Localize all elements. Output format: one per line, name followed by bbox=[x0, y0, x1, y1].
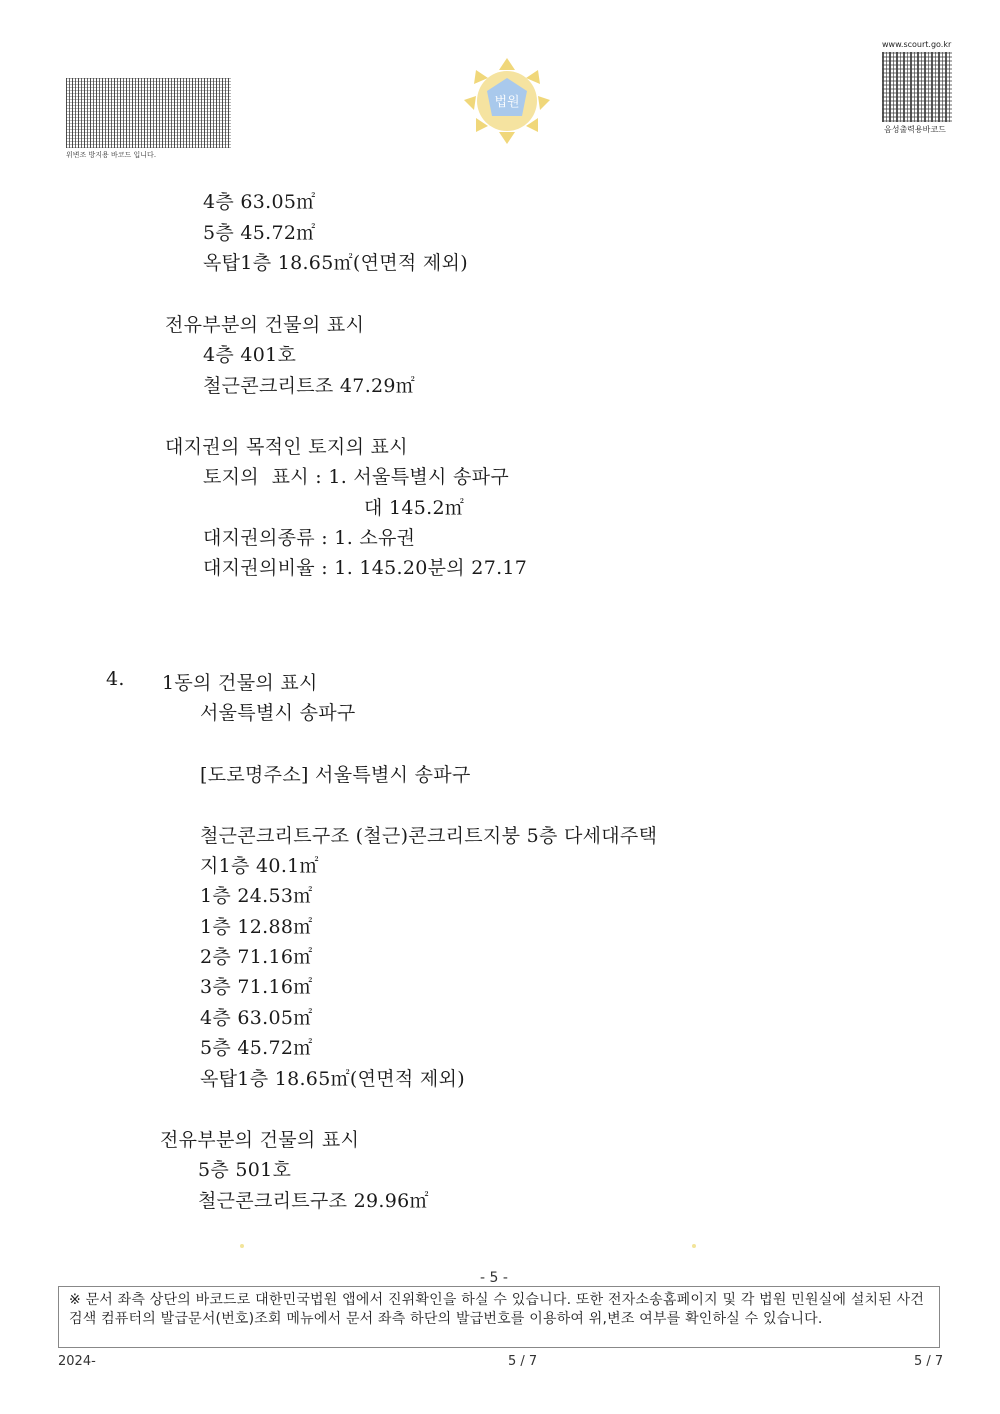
exclusive-structure: 철근콘크리트조 47.29㎡ bbox=[203, 375, 416, 397]
anti-forgery-barcode bbox=[66, 78, 231, 148]
exclusive-part-title: 전유부분의 건물의 표시 bbox=[165, 314, 365, 336]
issue-number: 2024- bbox=[58, 1354, 96, 1369]
floor-line: 3층 71.16㎡ bbox=[200, 976, 313, 998]
floor-line: 지1층 40.1㎡ bbox=[200, 855, 319, 877]
exclusive-structure: 철근콘크리트구조 29.96㎡ bbox=[198, 1190, 429, 1212]
barcode-caption: 위변조 방지용 바코드 입니다. bbox=[66, 151, 157, 159]
floor-line: 1층 24.53㎡ bbox=[200, 885, 313, 907]
qr-url: www.scourt.go.kr bbox=[882, 40, 952, 49]
floor-line: 1층 12.88㎡ bbox=[200, 916, 313, 938]
floor-line: 4층 63.05㎡ bbox=[200, 1007, 313, 1029]
floor-line: 옥탑1층 18.65㎡(연면적 제외) bbox=[203, 252, 468, 274]
verification-notice: ※ 문서 좌측 상단의 바코드로 대한민국법원 앱에서 진위확인을 하실 수 있습니다. 또한 전자소송홈페이지 및 각 법원 민원실에 설치된 사건검색 컴퓨터의 발급문서(번호)조회 메뉴에서 문서 좌측 하단의 발급번호를 이용하여 위,변조 여부를 확인하실 수 있습니다. bbox=[58, 1286, 940, 1348]
court-seal-logo bbox=[460, 56, 554, 146]
land-right-title: 대지권의 목적인 토지의 표시 bbox=[165, 436, 408, 458]
page-indicator-right: 5 / 7 bbox=[914, 1354, 944, 1369]
floor-line: 5층 45.72㎡ bbox=[203, 222, 316, 244]
floor-line: 2층 71.16㎡ bbox=[200, 946, 313, 968]
land-right-type-row: 대지권의종류 : 1. 소유권 bbox=[203, 527, 416, 549]
exclusive-part-title: 전유부분의 건물의 표시 bbox=[160, 1129, 360, 1151]
land-area-row: 대 145.2㎡ bbox=[364, 497, 465, 519]
road-address: [도로명주소] 서울특별시 송파구 bbox=[200, 764, 471, 786]
qr-caption: 음성출력용바코드 bbox=[884, 125, 946, 134]
exclusive-unit: 5층 501호 bbox=[198, 1159, 292, 1181]
building-address: 서울특별시 송파구 bbox=[200, 702, 356, 724]
floor-line: 5층 45.72㎡ bbox=[200, 1037, 313, 1059]
page-marker: - 5 - bbox=[480, 1270, 508, 1286]
voice-output-qr-code bbox=[882, 52, 952, 122]
land-right-ratio-row: 대지권의비율 : 1. 145.20분의 27.17 bbox=[203, 557, 528, 579]
watermark-dot bbox=[240, 1244, 244, 1248]
watermark-dot bbox=[692, 1244, 696, 1248]
building-structure: 철근콘크리트구조 (철근)콘크리트지붕 5층 다세대주택 bbox=[200, 825, 658, 847]
land-display-row: 토지의 표시 : 1. 서울특별시 송파구 bbox=[203, 466, 509, 488]
exclusive-unit: 4층 401호 bbox=[203, 344, 297, 366]
page-indicator-center: 5 / 7 bbox=[508, 1354, 538, 1369]
floor-line: 옥탑1층 18.65㎡(연면적 제외) bbox=[200, 1068, 465, 1090]
floor-line: 4층 63.05㎡ bbox=[203, 191, 316, 213]
building-title: 1동의 건물의 표시 bbox=[162, 672, 318, 694]
section-number: 4. bbox=[106, 668, 125, 690]
seal-text: 법원 bbox=[494, 95, 520, 110]
